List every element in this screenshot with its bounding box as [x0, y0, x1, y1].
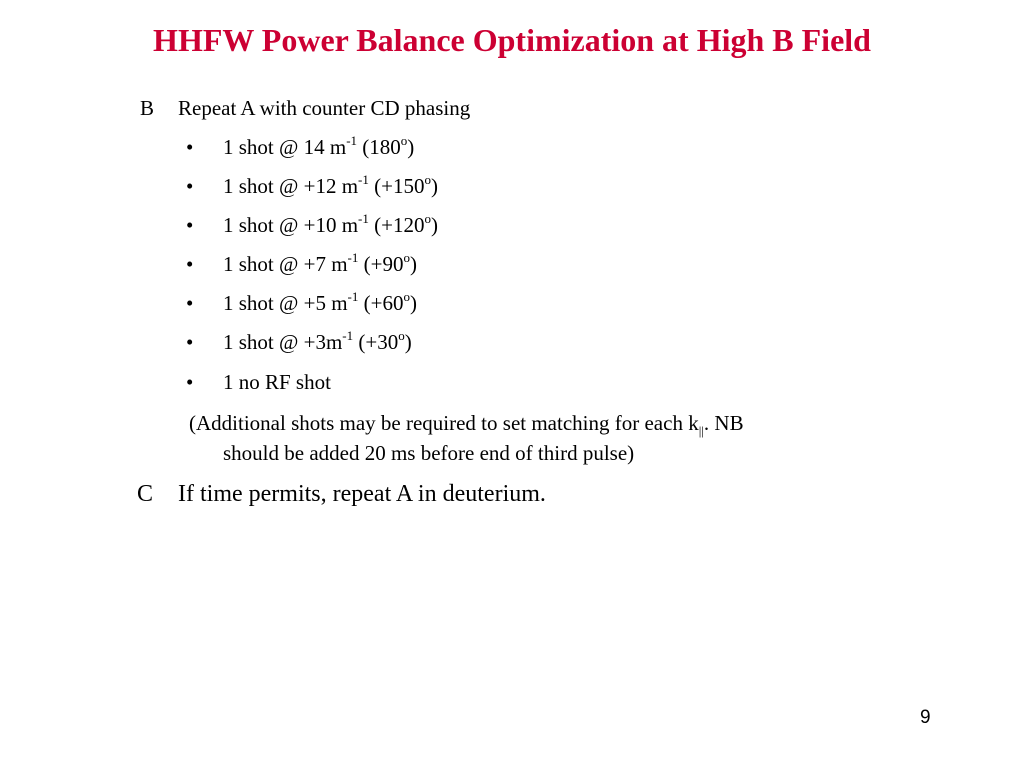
section-b-text: Repeat A with counter CD phasing — [178, 96, 471, 120]
bullet-marker: • — [186, 252, 194, 276]
list-item-text: 1 shot @ +10 $m^{-1}$ $(+120^o)$ — [223, 211, 438, 237]
bullet-marker: • — [186, 370, 194, 394]
bullet-marker: • — [186, 291, 194, 315]
bullet-marker: • — [186, 135, 194, 159]
section-b-note — [189, 408, 909, 468]
list-item-text: 1 shot @ +7 $m^{-1}$ $(+90^o)$ — [223, 250, 417, 276]
list-item-text: 1 no RF shot — [223, 370, 331, 394]
section-b-label: B — [140, 96, 155, 120]
list-item-text: 1 shot @ +5 $m^{-1}$ $(+60^o)$ — [223, 289, 417, 315]
bullet-marker: • — [186, 174, 194, 198]
bullet-marker: • — [186, 213, 194, 237]
note-line-1: (Additional shots may be required to set matching for each $k_{||}$. NB — [189, 411, 744, 439]
section-c-text: If time permits, repeat A in deuterium. — [178, 481, 546, 507]
bullet-marker: • — [186, 330, 194, 354]
page-number: 9 — [920, 707, 931, 728]
list-item-text: 1 shot @ +12 $m^{-1}$ $(+150^o)$ — [223, 172, 438, 198]
section-c-label: C — [137, 481, 154, 507]
list-item-text: 1 shot @ 14 $m^{-1}$ (180$^o$) — [223, 133, 415, 159]
note-line-2: should be added 20 ms before end of third pulse) — [223, 441, 635, 465]
slide-title: HHFW Power Balance Optimization at High B Field — [153, 22, 871, 58]
list-item-text: 1 shot @ $+3m^{-1}$ $(+30^o)$ — [223, 328, 412, 354]
